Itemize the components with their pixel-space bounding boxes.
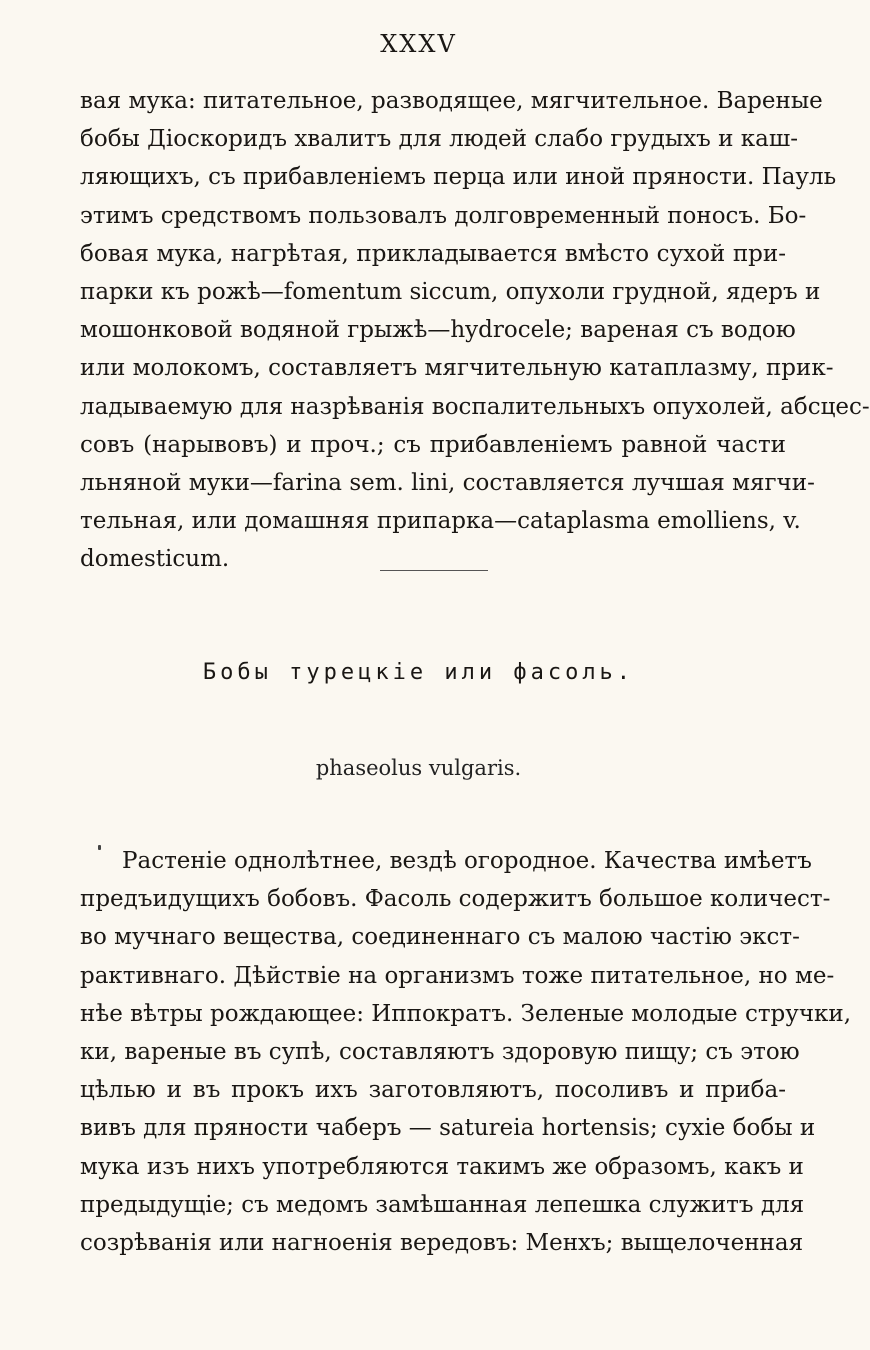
section-subtitle: phaseolus vulgaris. (315, 756, 522, 780)
text-line: предыдущіе; съ медомъ замѣшанная лепешка служитъ для (80, 1191, 805, 1218)
text-line: ки, вареные въ супѣ, составляютъ здоровую пищу; съ этою (80, 1038, 800, 1065)
text-line: предъидущихъ бобовъ. Фасоль содержитъ большое количест- (80, 886, 831, 913)
text-line: созрѣванія или нагноенія вередовъ: Менхъ; выщелоченная (80, 1229, 804, 1256)
text-line: парки къ рожѣ—fomentum siccum, опухоли грудной, ядеръ и (80, 278, 821, 305)
text-line: ладываемую для назрѣванія воспалительныхъ опухолей, абсцес- (80, 393, 870, 420)
text-line: вая мука: питательное, разводящее, мягчительное. Вареные (80, 88, 823, 114)
text-line: тельная, или домашняя припарка—cataplasma emolliens, v. (80, 508, 801, 535)
text-line: мука изъ нихъ употребляются такимъ же образомъ, какъ и (80, 1153, 804, 1180)
text-line: domesticum. (80, 546, 230, 573)
text-line: Растеніе однолѣтнее, вездѣ огородное. Качества имѣетъ (122, 848, 812, 874)
text-line: или молокомъ, составляетъ мягчительную катаплазму, прик- (80, 355, 834, 382)
text-line: ляющихъ, съ прибавленіемъ перца или иной пряности. Пауль (80, 164, 837, 191)
paragraph-2 (80, 842, 852, 1262)
text-line: мошонковой водяной грыжѣ—hydrocele; вареная съ водою (80, 317, 796, 344)
text-line: цѣлью и въ прокъ ихъ заготовляютъ, посоливъ и приба- (80, 1077, 786, 1104)
section-title: Бобы турецкіе или фасоль. (202, 660, 635, 685)
text-line: рактивнаго. Дѣйствіе на организмъ тоже питательное, но ме- (80, 962, 835, 989)
text-line: льняной муки—farina sem. lini, составляется лучшая мягчи- (80, 469, 815, 496)
page-number: XXXV (380, 30, 457, 58)
section-divider (380, 570, 488, 571)
text-line: нѣе вѣтры рождающее: Иппократъ. Зеленые молодые стручки, (80, 1000, 852, 1027)
text-line: во мучнаго вещества, соединеннаго съ малою частію экст- (80, 924, 800, 951)
text-line: бовая мука, нагрѣтая, прикладывается вмѣсто сухой при- (80, 240, 786, 267)
text-line: бобы Діоскоридъ хвалитъ для людей слабо грудыхъ и каш- (80, 126, 798, 153)
text-line: вивъ для пряности чаберъ — satureia hortensis; сухіе бобы и (80, 1115, 816, 1142)
text-line: совъ (нарывовъ) и проч.; съ прибавленіемъ равной части (80, 431, 786, 458)
paragraph-1 (80, 82, 870, 578)
text-line: этимъ средствомъ пользовалъ долговременный поносъ. Бо- (80, 202, 807, 229)
